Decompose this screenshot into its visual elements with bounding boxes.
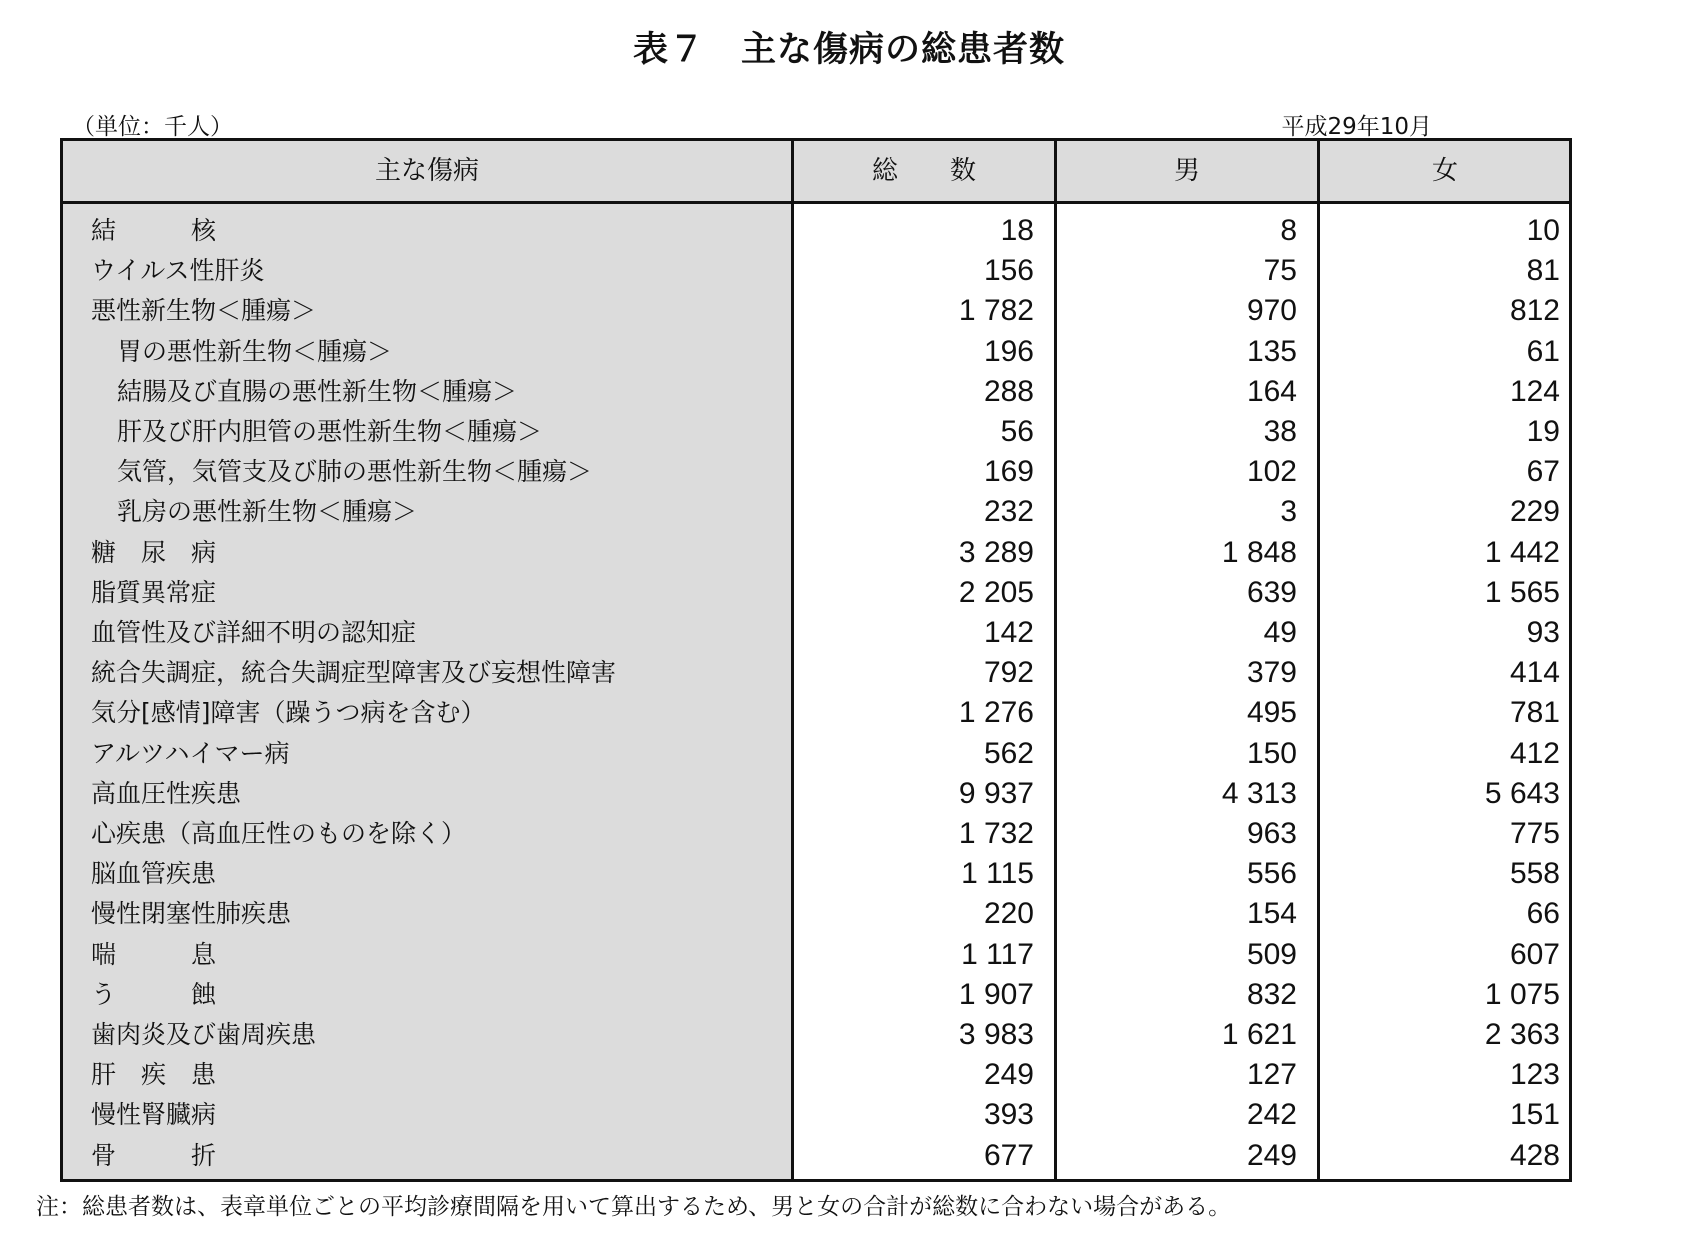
female-value: 124 bbox=[1509, 374, 1560, 408]
male-value: 154 bbox=[1246, 897, 1297, 931]
table-row bbox=[63, 1095, 1569, 1135]
male-value: 135 bbox=[1246, 334, 1297, 368]
male-value: 75 bbox=[1263, 254, 1297, 288]
male-value: 49 bbox=[1263, 616, 1297, 649]
total-value: 56 bbox=[1000, 415, 1034, 448]
page-title: 表７ 主な傷病の総患者数 bbox=[632, 30, 1065, 70]
female-value: 66 bbox=[1526, 897, 1560, 931]
total-value: 1 115 bbox=[961, 857, 1034, 891]
disease-name: 心疾患（高血圧性のものを除く） bbox=[91, 819, 467, 848]
table-row bbox=[63, 412, 1569, 452]
disease-name: 肝及び肝内胆管の悪性新生物＜腫瘍＞ bbox=[117, 417, 543, 446]
male-value: 127 bbox=[1246, 1058, 1297, 1092]
total-value: 393 bbox=[983, 1098, 1034, 1132]
male-value: 150 bbox=[1246, 736, 1297, 770]
female-value: 412 bbox=[1509, 736, 1560, 770]
disease-name: 慢性閉塞性肺疾患 bbox=[91, 899, 292, 929]
disease-name: 喘 息 bbox=[91, 939, 217, 969]
male-value: 38 bbox=[1263, 415, 1297, 448]
disease-name: 歯肉炎及び歯周疾患 bbox=[91, 1020, 317, 1049]
male-value: 495 bbox=[1246, 696, 1297, 730]
disease-name: 気管，気管支及び肺の悪性新生物＜腫瘍＞ bbox=[117, 457, 593, 487]
female-value: 5 643 bbox=[1484, 776, 1560, 810]
disease-table bbox=[60, 138, 1572, 1182]
total-value: 18 bbox=[1000, 214, 1034, 247]
disease-name: 統合失調症，統合失調症型障害及び妄想性障害 bbox=[91, 658, 617, 688]
disease-name: 気分[感情]障害（躁うつ病を含む） bbox=[91, 698, 486, 728]
female-value: 414 bbox=[1509, 656, 1560, 690]
female-value: 775 bbox=[1509, 817, 1560, 850]
female-value: 428 bbox=[1509, 1138, 1560, 1172]
unit-label: （単位：千人） bbox=[72, 114, 233, 140]
disease-name: 乳房の悪性新生物＜腫瘍＞ bbox=[117, 497, 418, 527]
total-value: 169 bbox=[983, 455, 1034, 489]
table-row bbox=[63, 854, 1569, 894]
table-row bbox=[63, 492, 1569, 532]
disease-name: 肝 疾 患 bbox=[91, 1060, 217, 1090]
table-row bbox=[63, 1055, 1569, 1095]
table-row bbox=[63, 894, 1569, 934]
male-value: 8 bbox=[1280, 214, 1297, 247]
table-row bbox=[63, 734, 1569, 774]
table-row bbox=[63, 693, 1569, 733]
female-value: 812 bbox=[1509, 294, 1560, 328]
table-row bbox=[63, 1015, 1569, 1055]
table-row bbox=[63, 1136, 1569, 1176]
table-row bbox=[63, 774, 1569, 814]
male-value: 963 bbox=[1246, 817, 1297, 850]
total-value: 232 bbox=[983, 495, 1034, 529]
male-value: 164 bbox=[1246, 374, 1297, 408]
disease-name: 高血圧性疾患 bbox=[91, 778, 242, 808]
total-value: 220 bbox=[983, 897, 1034, 931]
disease-name: 結 核 bbox=[91, 216, 217, 245]
total-value: 1 276 bbox=[958, 696, 1034, 730]
header-female: 女 bbox=[1431, 156, 1458, 186]
total-value: 677 bbox=[983, 1138, 1034, 1172]
total-value: 562 bbox=[983, 736, 1034, 770]
male-value: 379 bbox=[1246, 656, 1297, 690]
female-value: 2 363 bbox=[1484, 1018, 1560, 1051]
total-value: 1 907 bbox=[958, 977, 1034, 1011]
disease-name: 結腸及び直腸の悪性新生物＜腫瘍＞ bbox=[117, 376, 518, 406]
male-value: 832 bbox=[1246, 977, 1297, 1011]
disease-name: 悪性新生物＜腫瘍＞ bbox=[91, 296, 317, 326]
male-value: 556 bbox=[1246, 857, 1297, 891]
male-value: 1 621 bbox=[1221, 1018, 1297, 1051]
footnote: 注：総患者数は、表章単位ごとの平均診療間隔を用いて算出するため、男と女の合計が総数に合わない場合がある。 bbox=[36, 1194, 1232, 1220]
disease-name: 胃の悪性新生物＜腫瘍＞ bbox=[117, 336, 393, 366]
female-value: 1 442 bbox=[1484, 535, 1560, 569]
male-value: 639 bbox=[1246, 575, 1297, 609]
table-row bbox=[63, 332, 1569, 372]
total-value: 3 289 bbox=[958, 535, 1034, 569]
female-value: 1 565 bbox=[1484, 575, 1560, 609]
male-value: 1 848 bbox=[1221, 535, 1297, 569]
female-value: 61 bbox=[1526, 334, 1560, 368]
total-value: 3 983 bbox=[958, 1018, 1034, 1051]
female-value: 607 bbox=[1509, 937, 1560, 971]
male-value: 970 bbox=[1246, 294, 1297, 328]
header-male: 男 bbox=[1173, 156, 1200, 186]
female-value: 151 bbox=[1509, 1098, 1560, 1132]
male-value: 102 bbox=[1246, 455, 1297, 489]
female-value: 19 bbox=[1526, 415, 1560, 448]
header-total: 総 数 bbox=[871, 156, 976, 186]
table-row bbox=[63, 291, 1569, 331]
total-value: 1 732 bbox=[958, 817, 1034, 850]
disease-name: ウイルス性肝炎 bbox=[91, 256, 265, 286]
total-value: 792 bbox=[983, 656, 1034, 690]
total-value: 1 117 bbox=[961, 937, 1034, 971]
female-value: 93 bbox=[1526, 616, 1560, 649]
total-value: 1 782 bbox=[958, 294, 1034, 328]
disease-name: 脳血管疾患 bbox=[91, 859, 217, 889]
total-value: 2 205 bbox=[958, 575, 1034, 609]
male-value: 242 bbox=[1246, 1098, 1297, 1132]
male-value: 249 bbox=[1246, 1138, 1297, 1172]
male-value: 3 bbox=[1280, 495, 1297, 529]
table-row bbox=[63, 372, 1569, 412]
table-row bbox=[63, 613, 1569, 653]
disease-name: 脂質異常症 bbox=[91, 577, 217, 607]
disease-name: 骨 折 bbox=[91, 1140, 217, 1170]
disease-name: う 蝕 bbox=[91, 979, 217, 1009]
disease-name: アルツハイマー病 bbox=[91, 738, 290, 768]
female-value: 67 bbox=[1526, 455, 1560, 489]
female-value: 781 bbox=[1509, 696, 1560, 730]
disease-name: 血管性及び詳細不明の認知症 bbox=[91, 618, 417, 647]
male-value: 509 bbox=[1246, 937, 1297, 971]
table-row bbox=[63, 653, 1569, 693]
total-value: 9 937 bbox=[958, 776, 1034, 810]
female-value: 1 075 bbox=[1484, 977, 1560, 1011]
header-disease: 主な傷病 bbox=[374, 156, 479, 186]
disease-name: 糖 尿 病 bbox=[91, 537, 217, 567]
table-header bbox=[63, 141, 1569, 204]
female-value: 558 bbox=[1509, 857, 1560, 891]
table-row bbox=[63, 573, 1569, 613]
table-row bbox=[63, 452, 1569, 492]
male-value: 4 313 bbox=[1221, 776, 1297, 810]
female-value: 229 bbox=[1509, 495, 1560, 529]
table-row bbox=[63, 533, 1569, 573]
table-row bbox=[63, 814, 1569, 854]
date-label: 平成29年10月 bbox=[1281, 114, 1432, 140]
female-value: 10 bbox=[1526, 214, 1560, 247]
female-value: 123 bbox=[1509, 1058, 1560, 1092]
female-value: 81 bbox=[1526, 254, 1560, 288]
total-value: 196 bbox=[983, 334, 1034, 368]
total-value: 249 bbox=[983, 1058, 1034, 1092]
table-row bbox=[63, 935, 1569, 975]
table-row bbox=[63, 251, 1569, 291]
total-value: 142 bbox=[983, 616, 1034, 649]
table-row bbox=[63, 211, 1569, 251]
disease-name: 慢性腎臓病 bbox=[91, 1100, 217, 1130]
total-value: 288 bbox=[983, 374, 1034, 408]
total-value: 156 bbox=[983, 254, 1034, 288]
table-row bbox=[63, 975, 1569, 1015]
